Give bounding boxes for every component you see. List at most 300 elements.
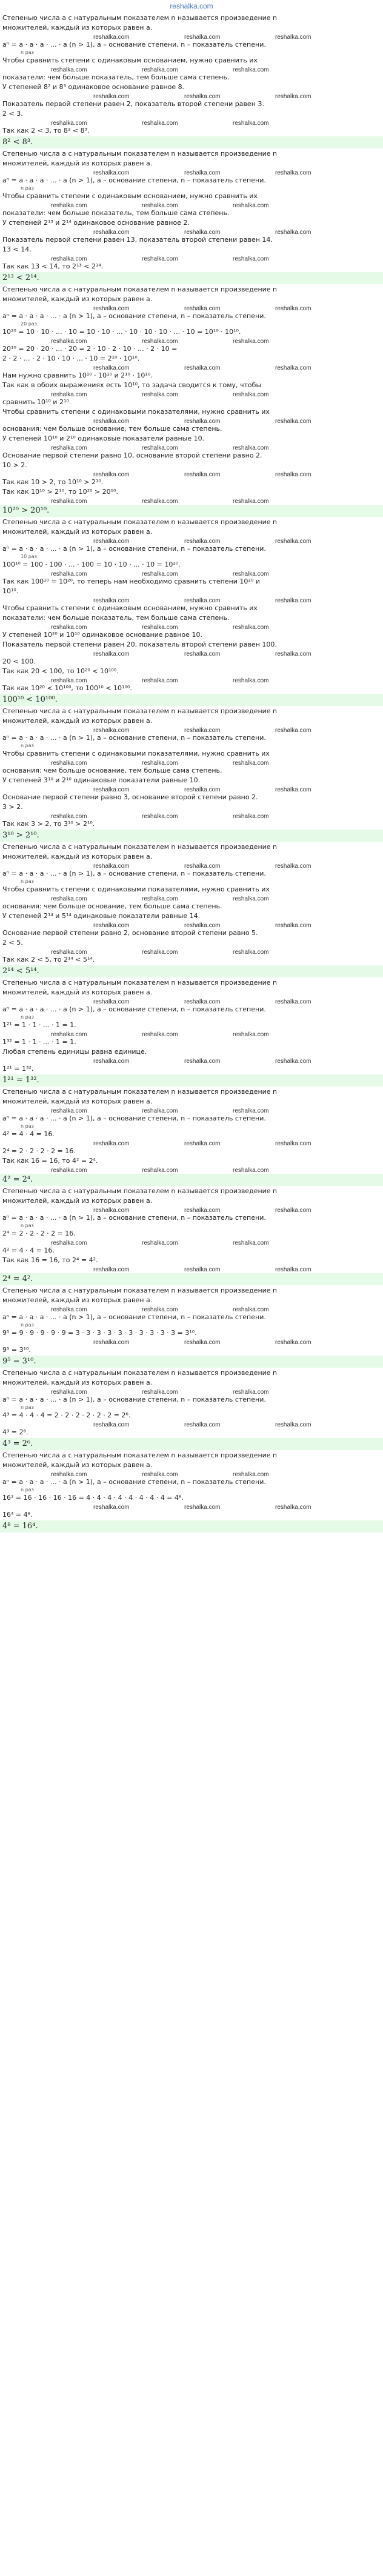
- solution-line: 20 < 100.: [2, 657, 36, 665]
- watermark-text: reshalka.com: [142, 445, 178, 451]
- solution-line: aⁿ = a · a · a · ... · a (n > 1), a – основание степени, n – показатель степени.: [2, 734, 266, 742]
- solution-line: Степенью числа a с натуральным показателем n называется произведение n: [2, 1369, 278, 1377]
- solution-line: 16⁴ = 4⁸.: [2, 1511, 33, 1519]
- watermark-text: reshalka.com: [233, 949, 269, 956]
- watermark-row: [2, 1239, 381, 1246]
- watermark-text: reshalka.com: [275, 651, 311, 657]
- watermark-text: reshalka.com: [93, 1058, 130, 1065]
- watermark-text: reshalka.com: [184, 999, 221, 1005]
- watermark-row: [2, 921, 381, 928]
- solution-line: 4³ = 4 · 4 · 4 = 2 · 2 · 2 · 2 · 2 · 2 = 2⁶.: [2, 1411, 131, 1419]
- watermark-text: reshalka.com: [184, 922, 221, 929]
- watermark-text: reshalka.com: [93, 34, 130, 41]
- solution-line: aⁿ = a · a · a · ... · a (n > 1), a – основание степени, n – показатель степени.: [2, 1214, 266, 1222]
- watermark-text: reshalka.com: [233, 391, 269, 398]
- answer-line: 10²⁰ > 20¹⁰.: [0, 505, 383, 517]
- solution-line: Чтобы сравнить степени с одинаковым основанием, нужно сравнить их: [2, 56, 258, 64]
- watermark-row: [2, 304, 381, 311]
- solution-line: Основание первой степени равно 2, основание второй степени равно 5.: [2, 929, 258, 937]
- watermark-row: [2, 65, 381, 73]
- solution-line: У степеней 8² и 8³ одинаковое основание равное 8.: [2, 83, 185, 91]
- solution-line: 4² = 4 · 4 = 16.: [2, 1130, 55, 1138]
- solution-line: Степенью числа a с натуральным показателем n называется произведение n: [2, 518, 278, 526]
- watermark-row: [2, 497, 381, 504]
- watermark-text: reshalka.com: [184, 93, 221, 100]
- solution-line: 10²⁰ = 10 · 10 · ... · 10 = 10 · 10 · ... · 10 · 10 · 10 · ... · 10 = 10¹⁰ · 10¹⁰.: [2, 328, 241, 336]
- watermark-text: reshalka.com: [51, 624, 87, 631]
- answer-line: 4³ = 2⁶.: [0, 1438, 383, 1450]
- watermark-row: [2, 255, 381, 262]
- solution-line: множителей, каждый из которых равен a.: [2, 853, 153, 860]
- watermark-text: reshalka.com: [93, 305, 130, 312]
- solution-line: Степенью числа a с натуральным показателем n называется произведение n: [2, 979, 278, 987]
- watermark-row: [2, 201, 381, 208]
- watermark-row: [2, 364, 381, 371]
- solution-line: Так как 2 < 3, то 8² < 8³.: [2, 127, 90, 135]
- watermark-text: reshalka.com: [184, 170, 221, 176]
- answer-line: 2¹⁴ < 5¹⁴.: [0, 965, 383, 977]
- watermark-text: reshalka.com: [184, 787, 221, 793]
- solution-line: Чтобы сравнить степени с одинаковым основанием, нужно сравнить их: [2, 192, 258, 200]
- watermark-text: reshalka.com: [93, 170, 130, 176]
- solution-line: aⁿ = a · a · a · ... · a (n > 1), a – основание степени, n – показатель степени.: [2, 545, 266, 553]
- watermark-text: reshalka.com: [275, 538, 311, 545]
- watermark-text: reshalka.com: [93, 999, 130, 1005]
- watermark-text: reshalka.com: [275, 1422, 311, 1428]
- answer-line: 1²¹ = 1³².: [0, 1074, 383, 1087]
- watermark-text: reshalka.com: [233, 624, 269, 631]
- solution-line: aⁿ = a · a · a · ... · a (n > 1), a – основание степени, n – показатель степени.: [2, 41, 266, 48]
- site-header[interactable]: reshalka.com: [170, 2, 213, 10]
- watermark-text: reshalka.com: [275, 418, 311, 425]
- watermark-text: reshalka.com: [142, 202, 178, 209]
- solution-line: Так как 2 < 5, то 2¹⁴ < 5¹⁴.: [2, 956, 95, 964]
- watermark-text: reshalka.com: [142, 256, 178, 262]
- solution-line: Степенью числа a с натуральным показателем n называется произведение n: [2, 14, 278, 22]
- solution-line: У степеней 2¹⁴ и 5¹⁴ одинаковые показатели равные 14.: [2, 912, 201, 920]
- watermark-text: reshalka.com: [51, 677, 87, 684]
- watermark-row: [2, 537, 381, 544]
- solution-line: Так как 10¹⁰ > 2¹⁰, то 10²⁰ > 20¹⁰.: [2, 488, 118, 496]
- watermark-text: reshalka.com: [233, 1389, 269, 1396]
- solution-line: У степеней 10¹⁰ и 2¹⁰ одинаковые показатели равные 10.: [2, 434, 205, 442]
- solution-line: 2⁴ = 2 · 2 · 2 · 2 = 16.: [2, 1147, 76, 1155]
- solution-line: Основание первой степени равно 3, основание второй степени равно 2.: [2, 793, 258, 801]
- watermark-text: reshalka.com: [184, 538, 221, 545]
- solution-line: показатели: чем больше показатель, тем больше сама степень.: [2, 209, 230, 217]
- watermark-text: reshalka.com: [184, 1058, 221, 1065]
- watermark-row: [2, 650, 381, 657]
- watermark-row: [2, 812, 381, 819]
- solution-line: сравнить 10¹⁰ и 2¹⁰.: [2, 398, 72, 406]
- watermark-text: reshalka.com: [275, 999, 311, 1005]
- solution-line: множителей, каждый из которых равен a.: [2, 24, 153, 32]
- watermark-text: reshalka.com: [51, 498, 87, 505]
- watermark-text: reshalka.com: [142, 391, 178, 398]
- watermark-text: reshalka.com: [51, 445, 87, 451]
- answer-line: 4² = 2⁴.: [0, 1174, 383, 1186]
- solution-line: показатели: чем больше показатель, тем больше сама степень.: [2, 73, 230, 81]
- watermark-text: reshalka.com: [233, 1031, 269, 1038]
- solution-section: [2, 978, 381, 1087]
- watermark-text: reshalka.com: [142, 813, 178, 820]
- watermark-text: reshalka.com: [51, 1389, 87, 1396]
- solution-line: Показатель первой степени равен 20, показатель второй степени равен 100.: [2, 641, 277, 648]
- solution-line: Чтобы сравнить степени с одинаковыми показателями, нужно сравнить их: [2, 408, 270, 416]
- watermark-text: reshalka.com: [275, 170, 311, 176]
- solution-line: 4³ = 2⁶.: [2, 1428, 28, 1436]
- watermark-text: reshalka.com: [233, 1167, 269, 1174]
- solution-line: множителей, каждый из которых равен a.: [2, 1296, 153, 1304]
- watermark-text: reshalka.com: [184, 1140, 221, 1147]
- watermark-text: reshalka.com: [233, 120, 269, 127]
- solution-line: 100¹⁰ = 100 · 100 · ... · 100 = 10 · 10 · ... · 10 = 10²⁰.: [2, 561, 181, 568]
- solution-section: [2, 1368, 381, 1450]
- solution-line: У степеней 10²⁰ и 10¹⁰ одинаковое основание равное 10.: [2, 631, 202, 639]
- solution-line: 3 > 2.: [2, 803, 23, 811]
- solution-line: aⁿ = a · a · a · ... · a (n > 1), a – основание степени, n – показатель степени.: [2, 1396, 266, 1403]
- watermark-text: reshalka.com: [275, 1207, 311, 1214]
- watermark-text: reshalka.com: [93, 922, 130, 929]
- solution-line: 10 > 2.: [2, 461, 27, 469]
- watermark-text: reshalka.com: [233, 256, 269, 262]
- watermark-row: [2, 1107, 381, 1114]
- watermark-text: reshalka.com: [93, 651, 130, 657]
- solution-line: 20¹⁰ = 20 · 20 · ... · 20 = 2 · 10 · 2 · 10 · ... · 2 · 10 =: [2, 345, 178, 353]
- solution-line: показатели: чем больше показатель, тем больше сама степень.: [2, 614, 230, 622]
- watermark-text: reshalka.com: [142, 67, 178, 73]
- watermark-text: reshalka.com: [51, 67, 87, 73]
- watermark-text: reshalka.com: [51, 760, 87, 767]
- solution-line: Любая степень единицы равна единице.: [2, 1048, 147, 1056]
- watermark-text: reshalka.com: [93, 471, 130, 478]
- answer-line: 3¹⁰ > 2¹⁰.: [0, 830, 383, 842]
- watermark-text: reshalka.com: [184, 471, 221, 478]
- solution-line: Так как в обоих выражениях есть 10¹⁰, то задача сводится к тому, чтобы: [2, 381, 262, 389]
- watermark-row: [2, 390, 381, 398]
- solution-line: 2 < 3.: [2, 110, 23, 118]
- watermark-row: [2, 168, 381, 176]
- watermark-text: reshalka.com: [275, 34, 311, 41]
- solution-section: [2, 1451, 381, 1533]
- solution-section: [2, 13, 381, 148]
- watermark-text: reshalka.com: [233, 67, 269, 73]
- watermark-text: reshalka.com: [184, 365, 221, 371]
- solution-line: Так как 10 > 2, то 10¹⁰ > 2¹⁰.: [2, 478, 104, 486]
- solution-line: aⁿ = a · a · a · ... · a (n > 1), a – основание степени, n – показатель степени.: [2, 176, 266, 184]
- answer-line: 9⁵ = 3¹⁰.: [0, 1356, 383, 1368]
- watermark-row: [2, 337, 381, 344]
- watermark-text: reshalka.com: [93, 1140, 130, 1147]
- watermark-text: reshalka.com: [184, 597, 221, 604]
- solution-line: 10¹⁰.: [2, 587, 19, 595]
- watermark-row: [2, 1057, 381, 1064]
- solution-sections: [2, 13, 381, 1533]
- watermark-row: [2, 1139, 381, 1147]
- solution-line: Показатель первой степени равен 13, показатель второй степени равен 14.: [2, 236, 273, 244]
- watermark-text: reshalka.com: [275, 1504, 311, 1511]
- solution-line: основания: чем больше основание, тем больше сама степень.: [2, 767, 222, 774]
- solution-line: множителей, каждый из которых равен a.: [2, 1097, 153, 1105]
- watermark-text: reshalka.com: [51, 949, 87, 956]
- watermark-text: reshalka.com: [275, 922, 311, 929]
- watermark-text: reshalka.com: [142, 896, 178, 902]
- watermark-text: reshalka.com: [233, 571, 269, 577]
- watermark-text: reshalka.com: [51, 202, 87, 209]
- watermark-text: reshalka.com: [142, 1108, 178, 1114]
- watermark-text: reshalka.com: [51, 391, 87, 398]
- answer-line: 4⁸ = 16⁴.: [0, 1520, 383, 1533]
- watermark-text: reshalka.com: [184, 1266, 221, 1273]
- watermark-row: [2, 759, 381, 766]
- watermark-text: reshalka.com: [184, 1339, 221, 1346]
- watermark-text: reshalka.com: [275, 863, 311, 870]
- watermark-text: reshalka.com: [51, 1031, 87, 1038]
- solution-line: aⁿ = a · a · a · ... · a (n > 1), a – основание степени, n – показатель степени.: [2, 1005, 266, 1013]
- watermark-row: [2, 1265, 381, 1273]
- watermark-text: reshalka.com: [233, 896, 269, 902]
- solution-line: 1²¹ = 1 · 1 · ... · 1 = 1.: [2, 1021, 76, 1029]
- watermark-text: reshalka.com: [233, 338, 269, 345]
- solution-line: основания: чем больше основание, тем больше сама степень.: [2, 902, 222, 910]
- brace-count-label: n раз: [21, 743, 34, 748]
- watermark-text: reshalka.com: [275, 229, 311, 236]
- brace-count-label: n раз: [21, 1405, 34, 1410]
- watermark-text: reshalka.com: [184, 863, 221, 870]
- watermark-row: [2, 570, 381, 577]
- watermark-row: [2, 417, 381, 424]
- solution-line: Так как 16 = 16, то 4² = 2⁴.: [2, 1157, 98, 1165]
- watermark-text: reshalka.com: [275, 597, 311, 604]
- watermark-text: reshalka.com: [93, 863, 130, 870]
- watermark-row: [2, 1305, 381, 1313]
- watermark-row: [2, 1470, 381, 1477]
- answer-line: 100¹⁰ < 10¹⁰⁰.: [0, 694, 383, 706]
- solution-line: Основание первой степени равно 10, основание второй степени равно 2.: [2, 451, 262, 459]
- solution-line: 1²¹ = 1³².: [2, 1065, 34, 1073]
- brace-count-label: 20 раз: [21, 321, 37, 327]
- solution-line: 1³² = 1 · 1 · ... · 1 = 1.: [2, 1038, 76, 1046]
- solution-section: [2, 1186, 381, 1285]
- solution-line: 2 < 5.: [2, 939, 23, 947]
- watermark-text: reshalka.com: [233, 1306, 269, 1313]
- watermark-text: reshalka.com: [142, 571, 178, 577]
- watermark-text: reshalka.com: [51, 1108, 87, 1114]
- watermark-text: reshalka.com: [184, 418, 221, 425]
- solution-line: Так как 3 > 2, то 3¹⁰ > 2¹⁰.: [2, 820, 95, 828]
- brace-count-label: n раз: [21, 1322, 34, 1328]
- solution-line: Чтобы сравнить степени с одинаковыми показателями, нужно сравнить их: [2, 885, 270, 893]
- watermark-text: reshalka.com: [142, 760, 178, 767]
- answer-line: 2¹³ < 2¹⁴.: [0, 272, 383, 284]
- watermark-text: reshalka.com: [142, 120, 178, 127]
- solution-line: aⁿ = a · a · a · ... · a (n > 1), a – основание степени, n – показатель степени.: [2, 1478, 266, 1486]
- watermark-text: reshalka.com: [233, 445, 269, 451]
- watermark-row: [2, 1388, 381, 1395]
- watermark-text: reshalka.com: [93, 93, 130, 100]
- solution-line: Так как 20 < 100, то 10²⁰ < 10¹⁰⁰.: [2, 667, 119, 675]
- solution-line: Степенью числа a с натуральным показателем n называется произведение n: [2, 150, 278, 158]
- solution-line: Степенью числа a с натуральным показателем n называется произведение n: [2, 1286, 278, 1294]
- watermark-text: reshalka.com: [233, 1240, 269, 1246]
- answer-line: 8² < 8³.: [0, 136, 383, 148]
- watermark-text: reshalka.com: [93, 229, 130, 236]
- watermark-row: [2, 92, 381, 99]
- watermark-text: reshalka.com: [51, 896, 87, 902]
- watermark-text: reshalka.com: [51, 571, 87, 577]
- watermark-text: reshalka.com: [275, 787, 311, 793]
- brace-count-label: n раз: [21, 1123, 34, 1129]
- watermark-text: reshalka.com: [51, 1167, 87, 1174]
- watermark-text: reshalka.com: [93, 787, 130, 793]
- watermark-text: reshalka.com: [142, 498, 178, 505]
- solution-line: Так как 100¹⁰ = 10²⁰, то теперь нам необходимо сравнить степени 10²⁰ и: [2, 577, 260, 585]
- solution-section: [2, 1286, 381, 1368]
- watermark-row: [2, 1420, 381, 1428]
- solution-section: [2, 518, 381, 706]
- watermark-row: [2, 676, 381, 684]
- watermark-row: [2, 997, 381, 1005]
- watermark-text: reshalka.com: [184, 1504, 221, 1511]
- brace-count-label: n раз: [21, 1014, 34, 1020]
- watermark-row: [2, 444, 381, 451]
- solution-line: основания: чем больше основание, тем больше сама степень.: [2, 425, 222, 433]
- watermark-text: reshalka.com: [233, 677, 269, 684]
- solution-section: [2, 707, 381, 842]
- solution-line: 9⁵ = 9 · 9 · 9 · 9 · 9 = 3 · 3 · 3 · 3 · 3 · 3 · 3 · 3 · 3 · 3 = 3¹⁰.: [2, 1329, 197, 1337]
- watermark-text: reshalka.com: [51, 1471, 87, 1478]
- solution-line: Так как 13 < 14, то 2¹³ < 2¹⁴.: [2, 262, 104, 270]
- watermark-row: [2, 228, 381, 235]
- solution-line: Чтобы сравнить степени с одинаковыми показателями, нужно сравнить их: [2, 750, 270, 757]
- watermark-row: [2, 1206, 381, 1213]
- solution-line: aⁿ = a · a · a · ... · a (n > 1), a – основание степени, n – показатель степени.: [2, 1313, 266, 1321]
- watermark-text: reshalka.com: [51, 338, 87, 345]
- watermark-row: [2, 623, 381, 630]
- watermark-text: reshalka.com: [275, 471, 311, 478]
- solution-line: Степенью числа a с натуральным показателем n называется произведение n: [2, 707, 278, 715]
- watermark-row: [2, 948, 381, 955]
- watermark-row: [2, 1166, 381, 1173]
- solution-line: Степенью числа a с натуральным показателем n называется произведение n: [2, 1187, 278, 1195]
- watermark-row: [2, 1338, 381, 1345]
- brace-count-label: n раз: [21, 185, 34, 191]
- solution-line: множителей, каждый из которых равен a.: [2, 988, 153, 996]
- solution-line: множителей, каждый из которых равен a.: [2, 295, 153, 303]
- solution-line: множителей, каждый из которых равен a.: [2, 528, 153, 536]
- solution-section: [2, 842, 381, 977]
- watermark-text: reshalka.com: [142, 1031, 178, 1038]
- solution-line: множителей, каждый из которых равен a.: [2, 1379, 153, 1386]
- solution-line: Чтобы сравнить степени с одинаковым основанием, нужно сравнить их: [2, 604, 258, 612]
- solution-line: 9⁵ = 3¹⁰.: [2, 1346, 31, 1354]
- solution-line: множителей, каждый из которых равен a.: [2, 717, 153, 725]
- solution-line: У степеней 3¹⁰ и 2¹⁰ одинаковые показатели равные 10.: [2, 776, 201, 784]
- solution-section: [2, 149, 381, 284]
- watermark-text: reshalka.com: [93, 1504, 130, 1511]
- solution-line: aⁿ = a · a · a · ... · a (n > 1), a – основание степени, n – показатель степени.: [2, 870, 266, 877]
- watermark-row: [2, 894, 381, 902]
- solution-line: Степенью числа a с натуральным показателем n называется произведение n: [2, 285, 278, 293]
- watermark-text: reshalka.com: [233, 813, 269, 820]
- watermark-row: [2, 726, 381, 733]
- watermark-row: [2, 862, 381, 869]
- solution-line: Степенью числа a с натуральным показателем n называется произведение n: [2, 1451, 278, 1459]
- watermark-row: [2, 785, 381, 793]
- watermark-text: reshalka.com: [93, 727, 130, 734]
- watermark-text: reshalka.com: [275, 305, 311, 312]
- solution-line: aⁿ = a · a · a · ... · a (n > 1), a – основание степени, n – показатель степени.: [2, 1114, 266, 1122]
- answer-line: 2⁴ = 4².: [0, 1273, 383, 1285]
- watermark-text: reshalka.com: [275, 1339, 311, 1346]
- solution-line: множителей, каждый из которых равен a.: [2, 1197, 153, 1205]
- solution-line: Так как 16 = 16, то 2⁴ = 4².: [2, 1256, 98, 1264]
- watermark-text: reshalka.com: [184, 1207, 221, 1214]
- watermark-text: reshalka.com: [93, 1207, 130, 1214]
- watermark-text: reshalka.com: [233, 760, 269, 767]
- solution-section: [2, 285, 381, 517]
- watermark-text: reshalka.com: [51, 813, 87, 820]
- solution-line: множителей, каждый из которых равен a.: [2, 1461, 153, 1469]
- watermark-text: reshalka.com: [142, 624, 178, 631]
- solution-line: 4² = 4 · 4 = 16.: [2, 1246, 55, 1254]
- solution-line: 16² = 16 · 16 · 16 · 16 = 4 · 4 · 4 · 4 · 4 · 4 · 4 · 4 = 4⁸.: [2, 1494, 184, 1502]
- watermark-text: reshalka.com: [184, 34, 221, 41]
- watermark-text: reshalka.com: [184, 651, 221, 657]
- brace-count-label: n раз: [21, 1487, 34, 1493]
- watermark-text: reshalka.com: [142, 1240, 178, 1246]
- watermark-text: reshalka.com: [142, 1389, 178, 1396]
- watermark-text: reshalka.com: [93, 418, 130, 425]
- brace-count-label: 10 раз: [21, 554, 37, 559]
- watermark-text: reshalka.com: [184, 305, 221, 312]
- watermark-row: [2, 470, 381, 478]
- solution-line: Так как 10²⁰ < 10¹⁰⁰, то 100¹⁰ < 10¹⁰⁰.: [2, 684, 132, 692]
- watermark-text: reshalka.com: [142, 338, 178, 345]
- watermark-text: reshalka.com: [233, 202, 269, 209]
- watermark-row: [2, 119, 381, 126]
- solution-line: 2 · 2 · ... · 2 · 10 · 10 · ... · 10 = 2¹⁰ · 10¹⁰.: [2, 354, 140, 362]
- solution-line: У степеней 2¹³ и 2¹⁴ одинаковое основание равное 2.: [2, 219, 190, 227]
- watermark-text: reshalka.com: [51, 120, 87, 127]
- watermark-row: [2, 1503, 381, 1510]
- watermark-text: reshalka.com: [142, 1471, 178, 1478]
- watermark-text: reshalka.com: [233, 498, 269, 505]
- watermark-text: reshalka.com: [93, 597, 130, 604]
- watermark-row: [2, 33, 381, 40]
- solution-line: Степенью числа a с натуральным показателем n называется произведение n: [2, 1088, 278, 1096]
- watermark-text: reshalka.com: [93, 1339, 130, 1346]
- solution-line: 13 < 14.: [2, 245, 32, 253]
- solution-line: 2⁴ = 2 · 2 · 2 · 2 = 16.: [2, 1230, 76, 1237]
- watermark-text: reshalka.com: [275, 1266, 311, 1273]
- watermark-text: reshalka.com: [275, 93, 311, 100]
- watermark-text: reshalka.com: [51, 1240, 87, 1246]
- watermark-text: reshalka.com: [233, 1108, 269, 1114]
- watermark-text: reshalka.com: [275, 1140, 311, 1147]
- solution-line: множителей, каждый из которых равен a.: [2, 159, 153, 167]
- watermark-row: [2, 1030, 381, 1037]
- brace-count-label: n раз: [21, 50, 34, 55]
- watermark-text: reshalka.com: [184, 229, 221, 236]
- watermark-text: reshalka.com: [184, 1422, 221, 1428]
- watermark-text: reshalka.com: [93, 538, 130, 545]
- brace-count-label: n раз: [21, 1223, 34, 1228]
- solution-section: [2, 1087, 381, 1186]
- watermark-text: reshalka.com: [275, 727, 311, 734]
- solution-line: Степенью числа a с натуральным показателем n называется произведение n: [2, 843, 278, 851]
- watermark-text: reshalka.com: [275, 1058, 311, 1065]
